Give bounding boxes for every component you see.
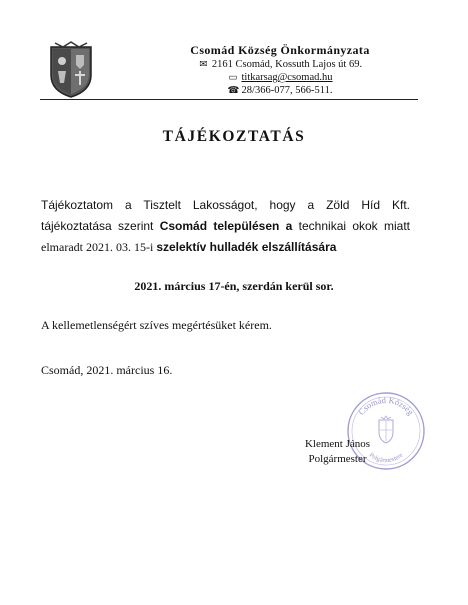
organization-name: Csomád Község Önkormányzata — [190, 43, 370, 57]
phone-line — [150, 84, 410, 97]
address-line — [150, 58, 410, 71]
new-collection-date: 2021. március 17-én, szerdán kerül sor. — [134, 279, 334, 293]
signer-role: Polgármester — [308, 453, 367, 465]
paragraph-line-1: Tájékoztatom a Tisztelt Lakosságot, hogy a Zöld Híd Kft. — [41, 198, 410, 212]
computer-icon: ▭ — [228, 72, 238, 83]
highlight-location: Csomád településen a — [159, 219, 293, 233]
envelope-icon: ✉ — [199, 59, 208, 70]
letterhead — [150, 43, 410, 97]
signature-block — [285, 437, 390, 467]
paragraph-line-2: tájékoztatása szerint Csomád településen a technikai okok miatt — [41, 219, 411, 233]
email-line — [150, 71, 410, 84]
place-and-date: Csomád, 2021. március 16. — [41, 363, 173, 377]
document-title: TÁJÉKOZTATÁS — [162, 128, 306, 145]
phone-text: 28/366-077, 566-511. — [241, 85, 333, 96]
notice-paragraph — [41, 195, 410, 258]
svg-text:Csomád Község — [356, 395, 416, 418]
header-divider — [40, 99, 418, 100]
stamp-text-top: Csomád Község — [356, 394, 416, 417]
signer-name: Klement János — [304, 438, 371, 450]
address-text: 2161 Csomád, Kossuth Lajos út 69. — [211, 59, 363, 70]
coat-of-arms-icon — [47, 41, 95, 99]
stamp-text-bottom: Polgármestere — [367, 451, 405, 465]
apology-text: A kellemetlenségért szíves megértésüket kérem. — [41, 318, 272, 332]
highlight-service: szelektív hulladék elszállítására — [156, 240, 337, 254]
telephone-icon: ☎ — [227, 85, 240, 96]
paragraph-line-3: elmaradt 2021. 03. 15-i szelektív hulladék elszállítására — [41, 240, 337, 254]
email-link[interactable]: titkarsag@csomad.hu — [241, 72, 333, 83]
